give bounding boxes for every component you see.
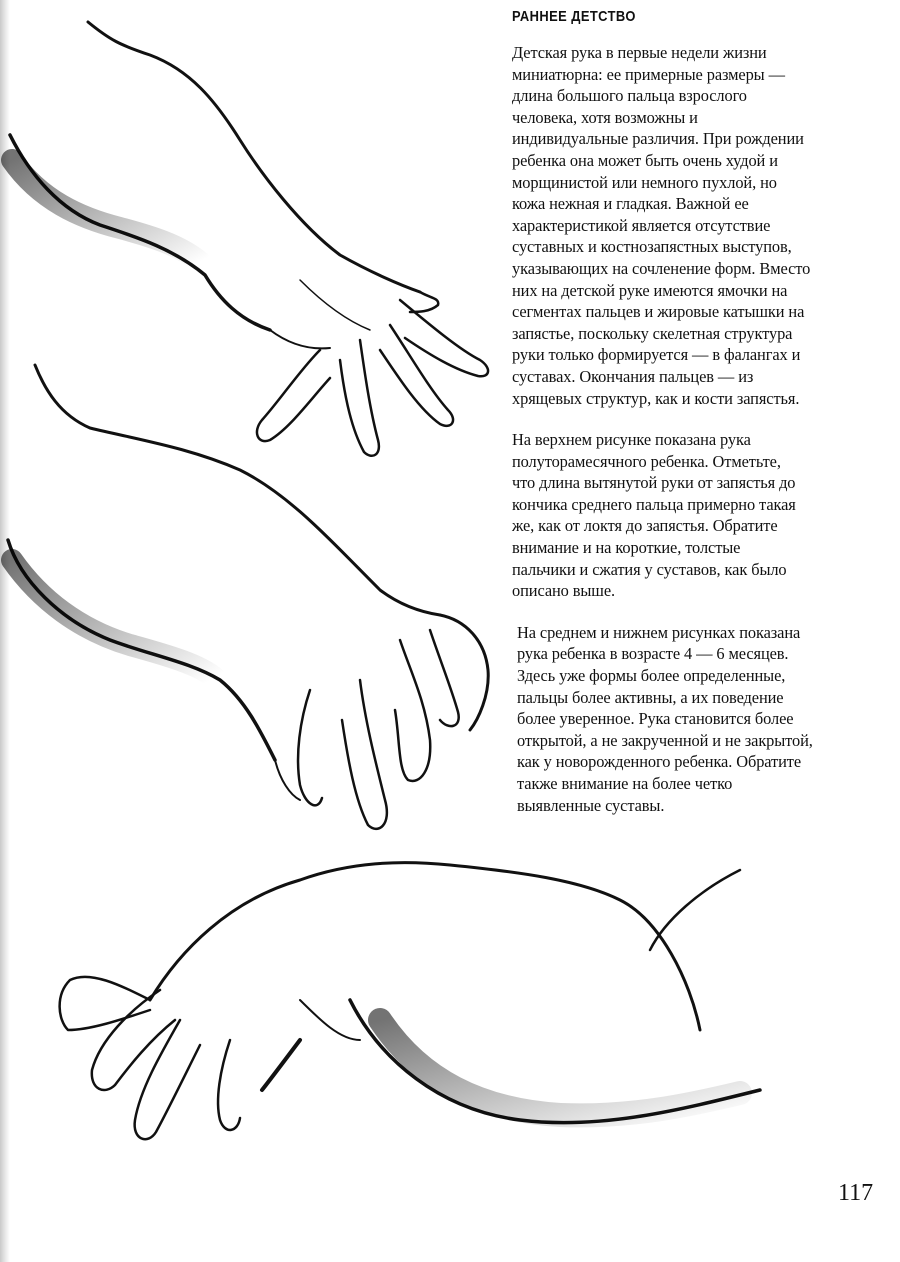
infant-hand-bottom-icon (60, 863, 760, 1140)
paragraph-newborn-hand: Детская рука в первые недели жизни миниатюрна: ее примерные размеры — длина большого пальца взрослого человека, хотя возможны и индивидуальные различия. При рождении ребенка она может быть очень худой и морщинистой или немного пухлой, но кожа нежная и гладкая. Важной ее характеристикой является отсутствие суставных и костнозапястных выступов, указывающих на сочленение форм. Вместо них на детской руке имеются ямочки на сегментах пальцев и жировые катышки на запястье, поскольку скелетная структура руки только формируется — в фалангах и суставах. Окончания пальцев — из хрящевых структур, как и кости запястья. (512, 43, 811, 408)
page-number: 117 (838, 1180, 874, 1206)
paragraph-top-drawing: На верхнем рисунке показана рука полуторамесячного ребенка. Отметьте, что длина вытянутой руки от запястья до кончика среднего пальца примерно такая же, как от локтя до запястья. Обратите внимание и на короткие, толстые пальчики и сжатия у суставов, как было описано выше. (512, 430, 796, 601)
text-column (512, 6, 887, 836)
section-heading: РАННЕЕ ДЕТСТВО (512, 8, 636, 25)
paragraph-middle-bottom-drawings: На среднем и нижнем рисунках показана рука ребенка в возрасте 4 — 6 месяцев. Здесь уже формы более определенные, пальцы более активны, а их поведение более уверенное. Рука становится более открытой, а не закрученной и не закрытой, как у новорожденного ребенка. Обратите также внимание на более четко выявленные суставы. (517, 622, 813, 815)
infant-hand-middle-icon (8, 365, 488, 829)
infant-hand-top-icon (10, 22, 488, 456)
